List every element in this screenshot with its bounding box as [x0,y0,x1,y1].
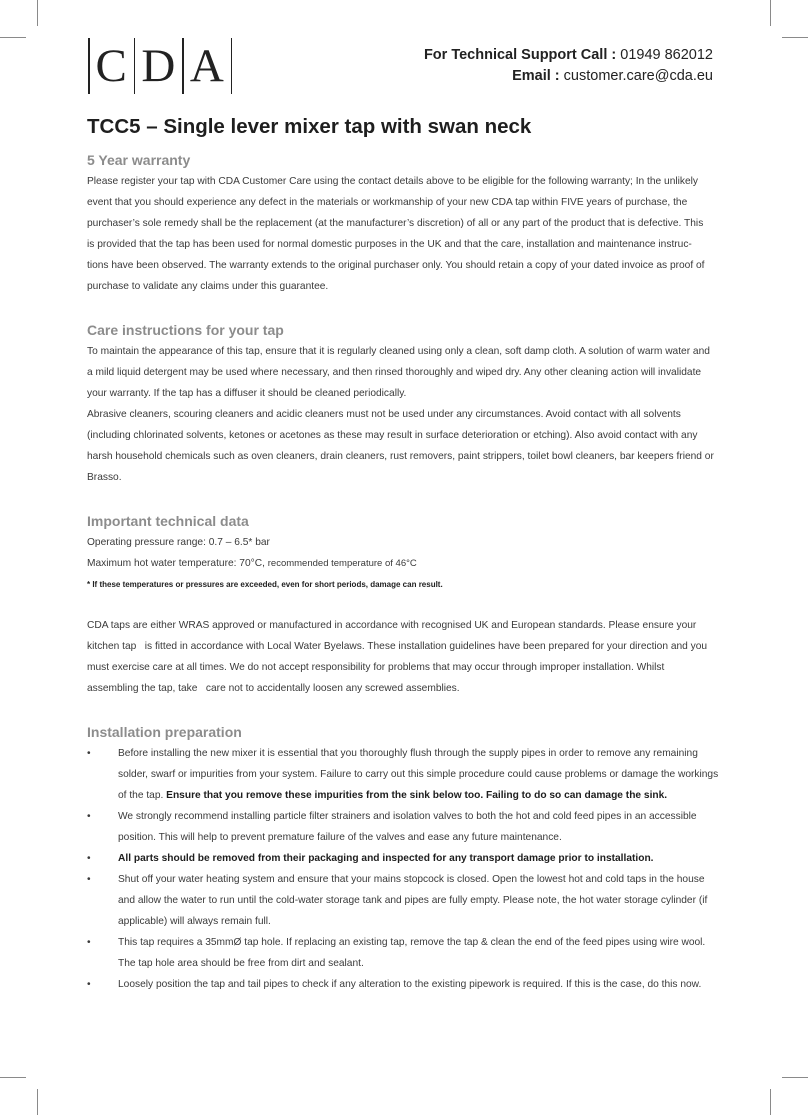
bullet-icon: • [87,874,91,885]
care-heading: Care instructions for your tap [87,322,284,338]
max-temperature-main: Maximum hot water temperature: 70°C, [87,558,265,569]
list-item-line: and allow the water to run until the cold-water storage tank and pipes are fully empty. Please note, the hot water storage cylinder (if [118,895,708,906]
logo-letter-d: D [141,40,177,92]
list-item [87,743,719,806]
list-item-line: position. This will help to prevent premature failure of the valves and ease any future maintenance. [118,832,562,843]
list-item [87,848,719,869]
list-item-line: applicable) will always remain full. [118,916,271,927]
care-line: a mild liquid detergent may be used where necessary, and then rinsed thoroughly and wiped dry. Any other cleaning action will invalidate [87,367,702,378]
bullet-icon: • [87,853,91,864]
list-item [87,974,719,995]
technical-line: kitchen tap is fitted in accordance with Local Water Byelaws. These installation guidelines have been prepared for your direction and you [87,641,708,652]
technical-line: assembling the tap, take care not to accidentally loosen any screwed assemblies. [87,683,460,694]
list-item-line: The tap hole area should be free from dirt and sealant. [118,958,364,969]
warranty-line: tions have been observed. The warranty extends to the original purchaser only. You should retain a copy of your dated invoice as proof of [87,260,705,271]
support-label: For Technical Support Call : [423,47,617,63]
recommended-temperature: recommended temperature of 46°C [267,558,417,569]
logo-letter-c: C [95,40,128,92]
list-item-line: Before installing the new mixer it is essential that you thoroughly flush through the supply pipes in order to remove any remaining [118,748,698,759]
cda-logo [88,38,232,94]
list-item-warning: Ensure that you remove these impurities from the sink below too. Failing to do so can damage the sink. [166,790,668,801]
crop-mark-top-right-h [782,37,808,38]
crop-mark-bottom-right-v [770,1089,771,1115]
logo-letter-a: A [189,40,225,92]
care-line: (including chlorinated solvents, ketones or acetones as these may result in surface deterioration or etching). Also avoid contact with any [87,430,698,441]
bullet-icon: • [87,979,91,990]
warranty-line: is provided that the tap has been used for normal domestic purposes in the UK and that the care, installation and maintenance instruc- [87,239,692,250]
technical-line: must exercise care at all times. We do not accept responsibility for problems that may occur through improper installation. Whilst [87,662,665,673]
crop-mark-bottom-left-h [0,1077,26,1078]
care-line: harsh household chemicals such as oven cleaners, drain cleaners, rust removers, paint strippers, toilet bowl cleaners, bar keepers friend or [87,451,714,462]
footnote: * If these temperatures or pressures are exceeded, even for short periods, damage can result. [87,580,443,589]
list-item-line: solder, swarf or impurities from your system. Failure to carry out this simple procedure could cause problems or damage the workings [118,769,719,780]
crop-mark-top-left-v [37,0,38,26]
support-phone: 01949 862012 [620,47,713,63]
list-item-line: All parts should be removed from their packaging and inspected for any transport damage prior to installation. [118,853,654,864]
bullet-icon: • [87,937,91,948]
document-body [87,112,719,995]
technical-line: CDA taps are either WRAS approved or manufactured in accordance with recognised UK and European standards. Please ensure your [87,620,697,631]
bullet-icon: • [87,811,91,822]
email-address: customer.care@cda.eu [563,68,713,84]
warranty-line: purchase to validate any claims under this guarantee. [87,281,329,292]
crop-mark-bottom-left-v [37,1089,38,1115]
list-item [87,869,719,932]
list-item [87,806,719,848]
care-line: your warranty. If the tap has a diffuser it should be cleaned periodically. [87,388,407,399]
list-item-line: We strongly recommend installing particle filter strainers and isolation valves to both the hot and cold feed pipes in an accessible [118,811,697,822]
list-item-line [118,785,719,806]
list-item-line: Loosely position the tap and tail pipes to check if any alteration to the existing pipework is required. If this is the case, do this now. [118,979,702,990]
technical-heading: Important technical data [87,513,249,529]
care-line: Abrasive cleaners, scouring cleaners and acidic cleaners must not be used under any circumstances. Avoid contact with all solvents [87,409,681,420]
crop-mark-top-left-h [0,37,26,38]
warranty-line: purchaser’s sole remedy shall be the replacement (at the manufacturer’s discretion) of all or any part of the product that is defective. This [87,218,704,229]
pressure-range: Operating pressure range: 0.7 – 6.5* bar [87,537,270,548]
bullet-icon: • [87,748,91,759]
warranty-line: Please register your tap with CDA Customer Care using the contact details above to be eligible for the following warranty; In the unlikely [87,176,699,187]
installation-list [87,743,719,995]
email-label: Email : [512,68,560,84]
crop-mark-top-right-v [770,0,771,26]
list-item [87,932,719,974]
list-item-line: Shut off your water heating system and ensure that your mains stopcock is closed. Open the lowest hot and cold taps in the house [118,874,705,885]
care-line: To maintain the appearance of this tap, ensure that it is regularly cleaned using only a clean, soft damp cloth. A solution of warm water and [87,346,710,357]
list-item-line: This tap requires a 35mmØ tap hole. If replacing an existing tap, remove the tap & clean the end of the feed pipes using wire wool. [118,937,706,948]
page-title: TCC5 – Single lever mixer tap with swan neck [87,115,532,138]
warranty-heading: 5 Year warranty [87,152,191,168]
max-temperature [87,553,719,574]
list-item-text: of the tap. [118,790,167,801]
crop-mark-bottom-right-h [782,1077,808,1078]
installation-heading: Installation preparation [87,724,242,740]
warranty-line: event that you should experience any defect in the materials or workmanship of your new CDA tap within FIVE years of purchase, the [87,197,688,208]
care-line: Brasso. [87,472,122,483]
email-line [424,66,713,87]
contact-block [424,45,713,87]
support-line [424,45,713,66]
